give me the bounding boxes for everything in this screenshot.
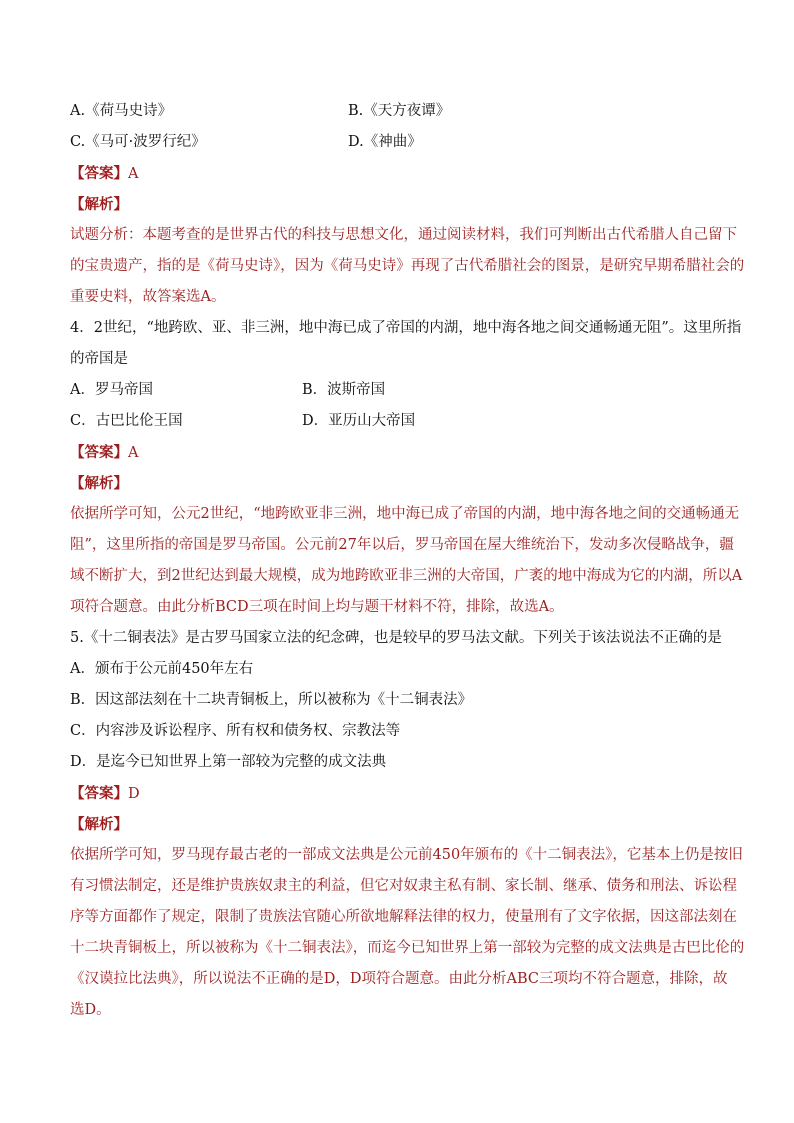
q4-stem-line: 的帝国是 — [70, 351, 128, 367]
q4-option-d: D．亚历山大帝国 — [302, 413, 416, 429]
q4-option-a: A．罗马帝国 — [70, 382, 153, 398]
q5-stem: 5.《十二铜表法》是古罗马国家立法的纪念碑，也是较早的罗马法文献。下列关于该法说法不正确的是 — [70, 630, 722, 646]
q3-analysis-line: 的宝贵遗产，指的是《荷马史诗》，因为《荷马史诗》再现了古代希腊社会的图景，是研究早期希腊社会的 — [70, 258, 745, 274]
q5-analysis-line: 十二块青铜板上，所以被称为《十二铜表法》，而迄今已知世界上第一部较为完整的成文法典是古巴比伦的 — [70, 940, 745, 956]
q5-option-b: B．因这部法刻在十二块青铜板上，所以被称为《十二铜表法》 — [70, 692, 473, 708]
q4-analysis-tag: 【解析】 — [70, 475, 128, 492]
q5-analysis-line: 选D。 — [70, 1002, 111, 1018]
q4-options-row-1 — [70, 375, 726, 406]
q3-options-row-1 — [70, 96, 726, 127]
q3-analysis — [70, 220, 745, 313]
q3-answer-tag: 【答案】 — [70, 165, 128, 182]
document-page — [70, 96, 745, 1026]
q5-answer-value: D — [128, 786, 140, 802]
q3-analysis-line: 试题分析：本题考查的是世界古代的科技与思想文化，通过阅读材料，我们可判断出古代希腊人自己留下 — [70, 227, 737, 243]
q4-analysis-line: 域不断扩大，到2世纪达到最大规模，成为地跨欧亚非三洲的大帝国，广袤的地中海成为它的内湖，所以A — [70, 568, 743, 584]
q4-analysis-line: 依据所学可知，公元2世纪，“地跨欧亚非三洲，地中海已成了帝国的内湖，地中海各地之间的交通畅通无 — [70, 506, 740, 522]
q4-answer-value: A — [128, 445, 139, 461]
q3-option-d: D.《神曲》 — [348, 134, 422, 150]
q4-analysis — [70, 499, 743, 623]
q5-answer-tag: 【答案】 — [70, 785, 128, 802]
q4-option-c: C．古巴比伦王国 — [70, 413, 183, 429]
q3-analysis-tag: 【解析】 — [70, 196, 128, 213]
q3-option-a: A.《荷马史诗》 — [70, 103, 173, 119]
q5-analysis-line: 有习惯法制定，还是维护贵族奴隶主的利益，但它对奴隶主私有制、家长制、继承、债务和刑法、诉讼程 — [70, 878, 737, 894]
q5-option-d: D．是迄今已知世界上第一部较为完整的成文法典 — [70, 754, 387, 770]
q4-answer — [70, 437, 726, 468]
q4-stem — [70, 313, 742, 375]
q5-option-c: C．内容涉及诉讼程序、所有权和债务权、宗教法等 — [70, 723, 401, 739]
q4-analysis-line: 项符合题意。由此分析BCD三项在时间上均与题干材料不符，排除，故选A。 — [70, 599, 564, 615]
q5-analysis-line: 依据所学可知，罗马现存最古老的一部成文法典是公元前450年颁布的《十二铜表法》，它基本上仍是按旧 — [70, 847, 743, 863]
q5-option-a: A．颁布于公元前450年左右 — [70, 661, 254, 677]
q5-analysis-tag: 【解析】 — [70, 816, 128, 833]
q3-analysis-line: 重要史料，故答案选A。 — [70, 289, 226, 305]
q5-answer — [70, 778, 726, 809]
q5-analysis — [70, 840, 745, 1026]
q3-answer — [70, 158, 726, 189]
q3-option-b: B.《天方夜谭》 — [348, 103, 451, 119]
q3-answer-value: A — [128, 166, 139, 182]
q4-options-row-2 — [70, 406, 726, 437]
q4-analysis-line: 阻”，这里所指的帝国是罗马帝国。公元前27年以后，罗马帝国在屋大维统治下，发动多次侵略战争，疆 — [70, 537, 734, 553]
q5-analysis-line: 序等方面都作了规定，限制了贵族法官随心所欲地解释法律的权力，使量刑有了文字依据，因这部法刻在 — [70, 909, 737, 925]
q3-options-row-2 — [70, 127, 726, 158]
q5-analysis-line: 《汉谟拉比法典》，所以说法不正确的是D，D项符合题意。由此分析ABC三项均不符合题意，排除，故 — [70, 971, 728, 987]
q4-option-b: B．波斯帝国 — [302, 382, 386, 398]
q4-answer-tag: 【答案】 — [70, 444, 128, 461]
q3-option-c: C.《马可·波罗行纪》 — [70, 134, 206, 150]
q4-stem-line: 4．2世纪，“地跨欧、亚、非三洲，地中海已成了帝国的内湖，地中海各地之间交通畅通无阻”。这里所指 — [70, 320, 742, 336]
